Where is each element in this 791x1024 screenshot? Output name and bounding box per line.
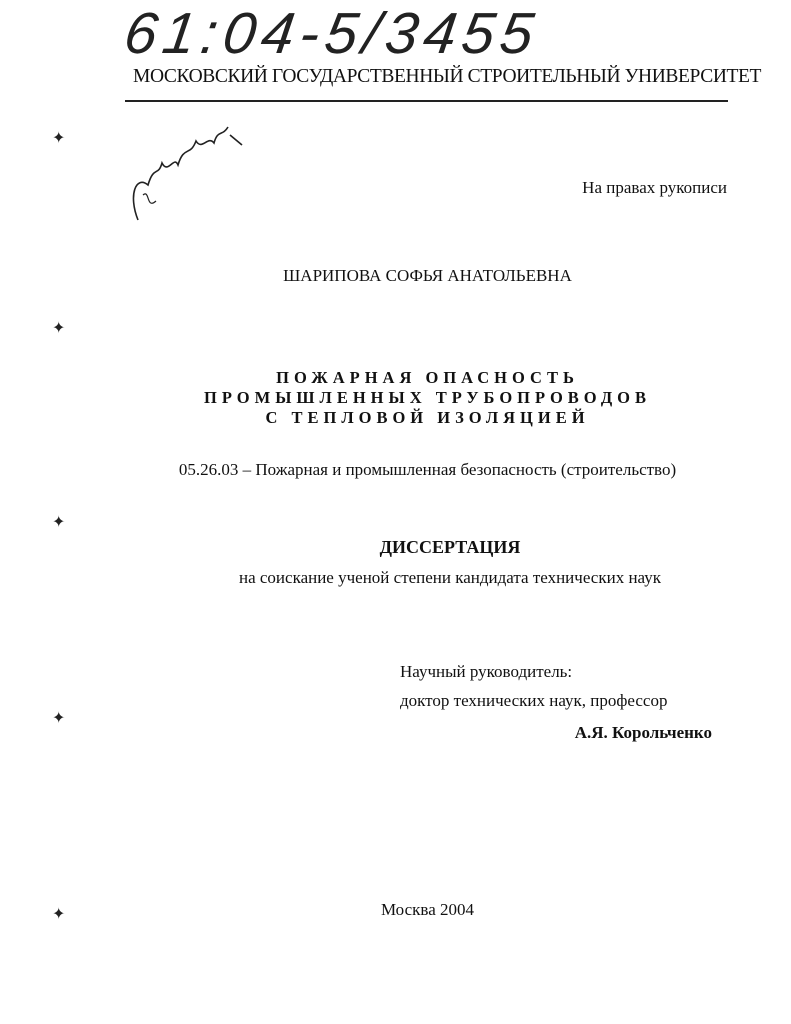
document-type: ДИССЕРТАЦИЯ [379, 537, 521, 557]
supervisor-label: Научный руководитель: [400, 662, 573, 681]
scan-binding-mark: ✦ [52, 710, 66, 727]
university-name: МОСКОВСКИЙ ГОСУДАРСТВЕННЫЙ СТРОИТЕЛЬНЫЙ УНИВЕРСИТЕТ [133, 66, 762, 87]
archive-number-handwritten: 61:04-5/3455 [120, 1, 544, 66]
thesis-title-line-3: С ТЕПЛОВОЙ ИЗОЛЯЦИЕЙ [265, 408, 590, 427]
supervisor-name: А.Я. Корольченко [574, 723, 712, 742]
scan-binding-mark: ✦ [52, 320, 66, 337]
thesis-title-line-1: ПОЖАРНАЯ ОПАСНОСТЬ [276, 368, 579, 387]
rights-note: На правах рукописи [582, 178, 727, 197]
scan-binding-mark: ✦ [52, 906, 66, 923]
thesis-title-line-2: ПРОМЫШЛЕННЫХ ТРУБОПРОВОДОВ [203, 388, 652, 407]
author-name: ШАРИПОВА СОФЬЯ АНАТОЛЬЕВНА [283, 266, 572, 285]
supervisor-title: доктор технических наук, профессор [400, 691, 668, 710]
scan-binding-mark: ✦ [52, 130, 66, 147]
handwritten-signature [118, 115, 248, 230]
scan-binding-mark: ✦ [52, 514, 66, 531]
header-divider [125, 100, 728, 102]
degree-description: на соискание ученой степени кандидата технических наук [238, 568, 661, 587]
specialty: 05.26.03 – Пожарная и промышленная безопасность (строительство) [178, 460, 677, 479]
place-year: Москва 2004 [380, 900, 475, 919]
